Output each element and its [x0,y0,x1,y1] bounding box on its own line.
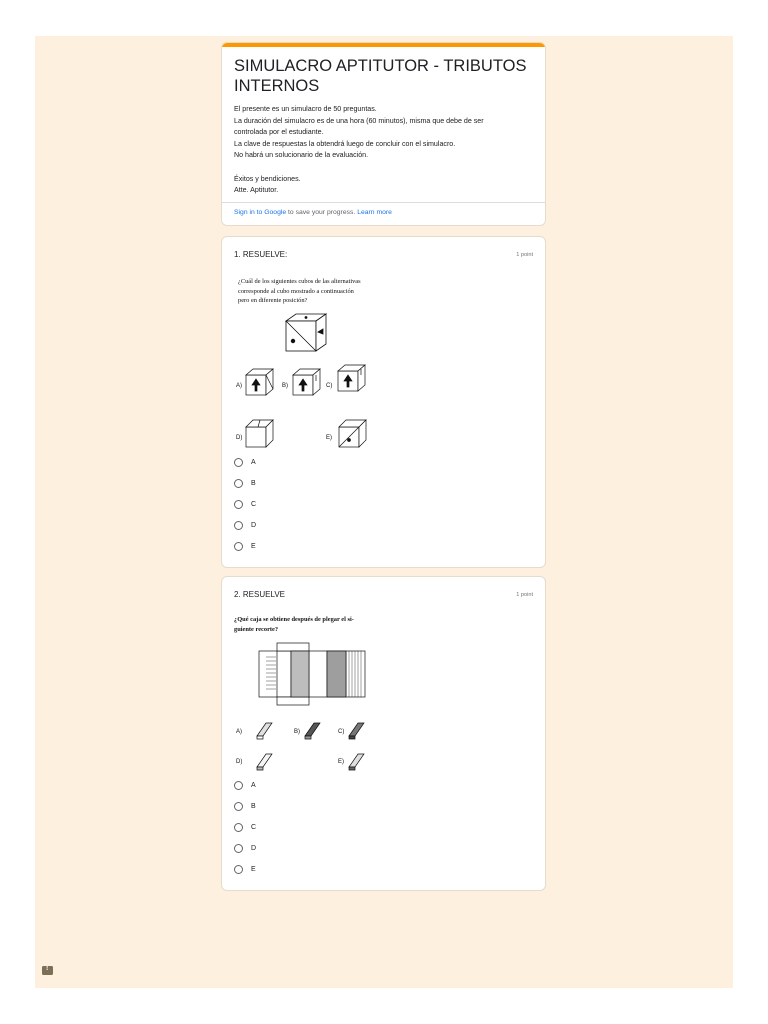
signin-text: to save your progress. [286,209,358,216]
form-title: SIMULACRO APTITUTOR - TRIBUTOS INTERNOS [234,57,527,95]
description-line: El presente es un simulacro de 50 preguntas. [234,105,377,113]
question-title: 1. RESUELVE: [234,250,288,259]
option-label: B [251,480,256,487]
description-line: Éxitos y bendiciones. [234,174,301,183]
box-option-d-icon [257,754,272,770]
description-spacer [234,162,534,174]
question-points: 1 point [516,592,533,598]
question-points: 1 point [516,252,533,258]
option-label: A [251,459,256,466]
reference-cube-icon [286,314,326,351]
radio-option[interactable] [234,775,256,796]
radio-option[interactable] [234,452,256,473]
options-list [234,452,256,557]
option-label: C [251,824,257,831]
figure-label-e: E) [326,435,332,441]
description-line: No habrá un solucionario de la evaluación. [234,151,369,160]
learn-more-link[interactable]: Learn more [357,209,392,216]
figure-label-c: C) [326,383,333,389]
form-header-card [221,42,546,226]
figure-label-b: B) [294,729,300,735]
radio-button[interactable] [234,521,243,530]
radio-option[interactable] [234,515,256,536]
option-label: D [251,845,257,852]
signin-link[interactable]: Sign in to Google [234,209,287,216]
question-card [221,236,546,568]
radio-button[interactable] [234,500,243,509]
radio-option[interactable] [234,838,256,859]
figure-label-a: A) [236,729,242,735]
form-description [234,104,534,197]
prompt-line: ¿Cuál de los siguientes cubos de las alternativas [238,278,361,285]
radio-option[interactable] [234,796,256,817]
description-line: controlada por el estudiante. [234,128,324,137]
options-list [234,775,256,880]
radio-option[interactable] [234,494,256,515]
box-option-b-icon [305,723,320,739]
box-option-a-icon [257,723,272,739]
radio-option[interactable] [234,817,256,838]
prompt-line: ¿Qué caja se obtiene después de plegar el si- [234,616,354,623]
radio-button[interactable] [234,865,243,874]
description-line: La clave de respuestas la obtendrá luego de concluir con el simulacro. [234,139,456,148]
box-option-c-icon [349,723,364,739]
figure-label-d: D) [236,759,243,765]
report-issue-icon[interactable] [42,966,53,975]
cube-option-d-icon [246,420,273,447]
option-label: E [251,866,256,873]
radio-button[interactable] [234,479,243,488]
option-label: B [251,803,256,810]
box-option-e-icon [349,754,364,770]
description-line: La duración del simulacro es de una hora (60 minutos), misma que debe de ser [234,116,484,125]
option-label: E [251,543,256,550]
radio-button[interactable] [234,823,243,832]
signin-notice [234,209,392,216]
question-card [221,576,546,891]
question-prompt [238,277,361,306]
radio-option[interactable] [234,473,256,494]
radio-button[interactable] [234,844,243,853]
radio-button[interactable] [234,781,243,790]
prompt-line: pero en diferente posición? [238,297,308,304]
cube-option-b-icon [293,369,320,395]
box-net-icon [259,643,365,705]
figure-label-e: E) [338,759,344,765]
cube-option-c-icon [338,365,365,391]
radio-button[interactable] [234,542,243,551]
radio-option[interactable] [234,536,256,557]
figure-label-c: C) [338,729,345,735]
option-label: D [251,522,257,529]
prompt-line: corresponde al cubo mostrado a continuación [238,287,354,295]
box-net-figure [232,639,382,774]
question-title: 2. RESUELVE [234,590,285,599]
figure-label-d: D) [236,435,243,441]
figure-label-a: A) [236,383,242,389]
question-prompt [234,615,354,634]
radio-button[interactable] [234,802,243,811]
divider [222,202,545,203]
prompt-line: guiente recorte? [234,625,279,633]
radio-option[interactable] [234,859,256,880]
option-label: C [251,501,257,508]
accent-bar [221,42,546,47]
description-line: Atte. Aptitutor. [234,186,279,195]
cube-puzzle-figure [232,309,392,459]
cube-option-e-icon [339,420,366,447]
figure-label-b: B) [282,383,288,389]
radio-button[interactable] [234,458,243,467]
cube-option-a-icon [246,369,273,395]
option-label: A [251,782,256,789]
